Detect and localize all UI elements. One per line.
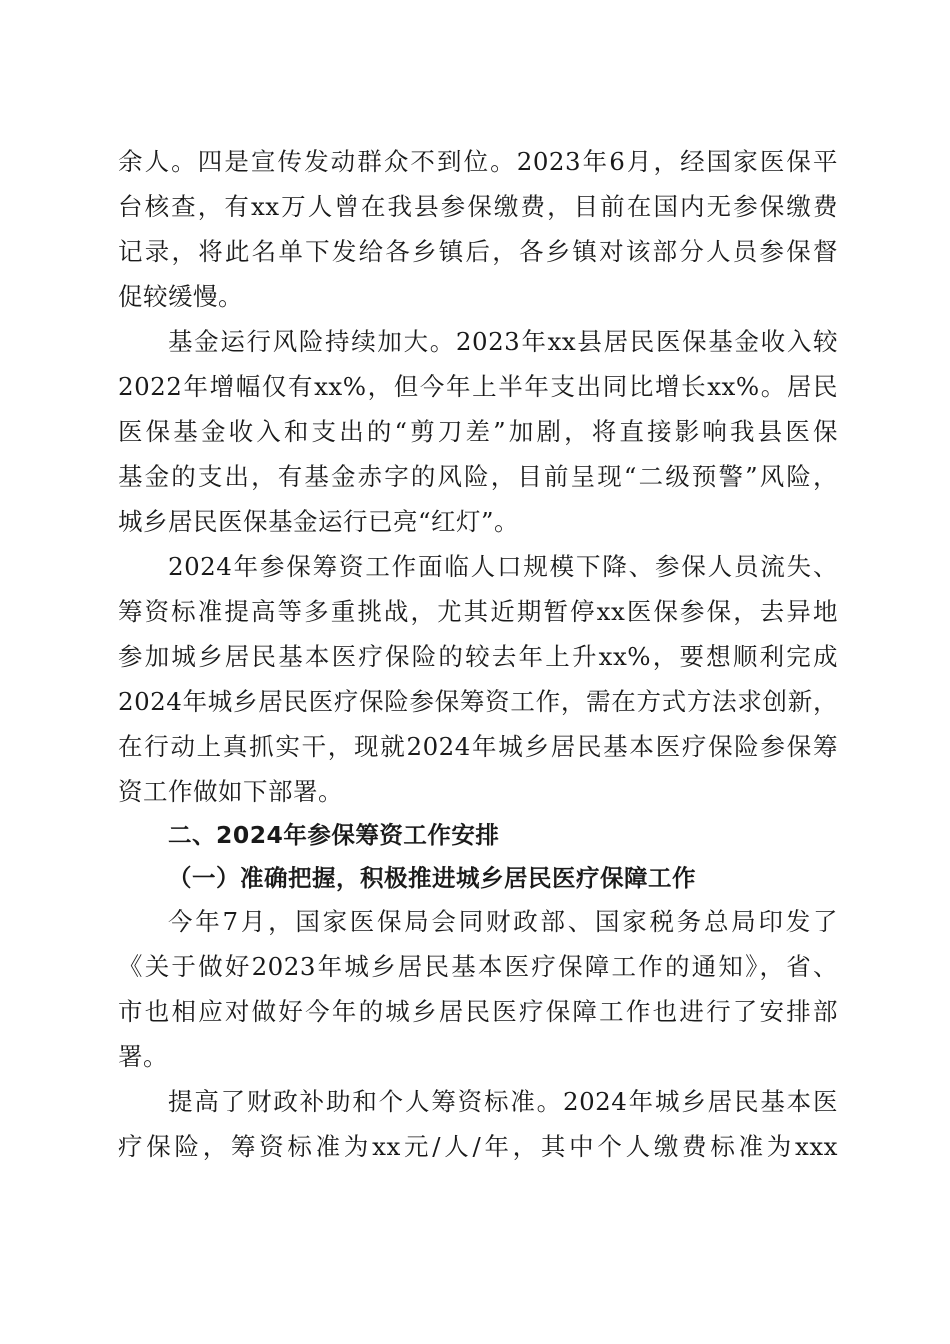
paragraph-line: 城乡居民医保基金运行已亮“红灯”。 — [118, 507, 520, 536]
paragraph-line: 署。 — [118, 1042, 168, 1071]
paragraph-line: 《关于做好2023年城乡居民基本医疗保障工作的通知》，省、 — [118, 952, 838, 981]
paragraph-line: 提高了财政补助和个人筹资标准。2024年城乡居民基本医 — [168, 1087, 838, 1116]
paragraph-line: 2024年参保筹资工作面临人口规模下降、参保人员流失、 — [168, 552, 838, 581]
paragraph-line: 市也相应对做好今年的城乡居民医疗保障工作也进行了安排部 — [118, 997, 838, 1026]
paragraph-line: 医保基金收入和支出的“剪刀差”加剧，将直接影响我县医保 — [118, 417, 838, 446]
paragraph-line: 参加城乡居民基本医疗保险的较去年上升xx%，要想顺利完成 — [118, 642, 838, 671]
paragraph-line: 余人。四是宣传发动群众不到位。2023年6月，经国家医保平 — [118, 147, 838, 176]
paragraph-line: 2024年城乡居民医疗保险参保筹资工作，需在方式方法求创新， — [118, 687, 838, 716]
paragraph-line: 在行动上真抓实干，现就2024年城乡居民基本医疗保险参保筹 — [118, 732, 838, 761]
subsection-heading: （一）准确把握，积极推进城乡居民医疗保障工作 — [168, 864, 696, 892]
paragraph-line: 资工作做如下部署。 — [118, 777, 343, 806]
paragraph-line: 基金运行风险持续加大。2023年xx县居民医保基金收入较 — [168, 327, 838, 356]
paragraph-line: 记录，将此名单下发给各乡镇后，各乡镇对该部分人员参保督 — [118, 237, 838, 266]
paragraph-line: 疗保险，筹资标准为xx元/人/年，其中个人缴费标准为xxx — [118, 1132, 838, 1161]
paragraph-line: 台核查，有xx万人曾在我县参保缴费，目前在国内无参保缴费 — [118, 192, 838, 221]
section-heading: 二、2024年参保筹资工作安排 — [168, 821, 500, 849]
paragraph-line: 促较缓慢。 — [118, 282, 243, 311]
paragraph-line: 筹资标准提高等多重挑战，尤其近期暂停xx医保参保，去异地 — [118, 597, 838, 626]
paragraph-line: 今年7月，国家医保局会同财政部、国家税务总局印发了 — [168, 907, 838, 936]
paragraph-line: 2022年增幅仅有xx%，但今年上半年支出同比增长xx%。居民 — [118, 372, 838, 401]
paragraph-line: 基金的支出，有基金赤字的风险，目前呈现“二级预警”风险， — [118, 462, 838, 491]
